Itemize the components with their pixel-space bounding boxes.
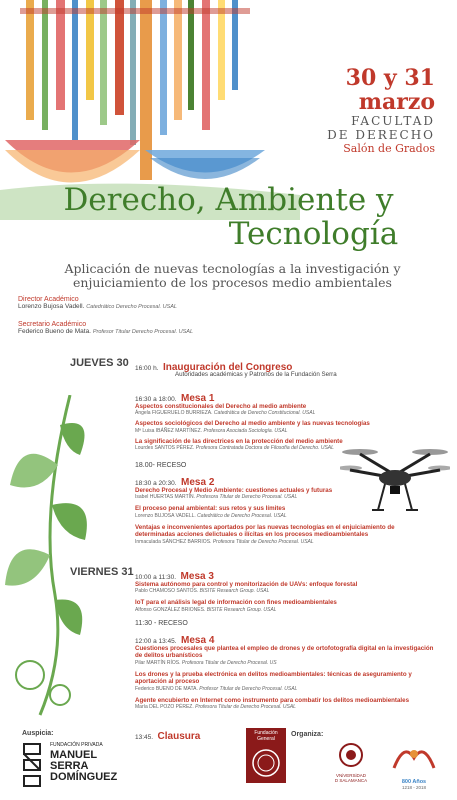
serra-small: FUNDACIÓN PRIVADA xyxy=(50,742,103,748)
organiza-label: Organiza: xyxy=(291,731,324,738)
mesa4-label: Mesa 4 xyxy=(181,635,215,646)
talk-item xyxy=(135,697,435,711)
director-role: Director Académico xyxy=(18,296,79,303)
talk-speaker: Inmaculada SÁNCHEZ BARRIOS. Profesora Titular de Derecho Procesal. USAL xyxy=(135,538,314,545)
opening-sub: Autoridades académicas y Patronos de la Fundación Serra xyxy=(175,371,337,378)
usal-crest-icon xyxy=(338,742,364,768)
usal-line2: D SALAMANCA xyxy=(334,778,368,783)
talk-title: La significación de las directrices en la protección del medio ambiente xyxy=(135,437,343,445)
talk-title: Cuestiones procesales que plantea el empleo de drones y de ortofotografía digital en la investigación de delitos urbanísticos xyxy=(135,645,434,660)
mesa3-time: 10:00 a 11:30. xyxy=(135,574,177,581)
director-name: Lorenzo Bujosa Vadell. xyxy=(18,303,85,310)
talk-speaker: Alfonso GONZÁLEZ BRIONES. BISITE Research Group. USAL xyxy=(135,606,277,613)
dates-month: marzo xyxy=(358,89,435,115)
director-block xyxy=(18,296,177,310)
talk-item xyxy=(135,524,435,546)
faculty-line1: FACULTAD xyxy=(351,114,435,128)
opening-title: Inauguración del Congreso xyxy=(162,362,293,373)
serra-line1: MANUEL xyxy=(50,749,98,761)
talk-item xyxy=(135,505,435,519)
opening-time: 16:00 h. xyxy=(135,365,159,372)
faculty-line2: DE DERECHO xyxy=(327,128,435,142)
fg-seal-icon xyxy=(251,746,281,780)
mesa2-label: Mesa 2 xyxy=(181,477,215,488)
talk-item xyxy=(135,581,435,595)
talk-speaker: Federico BUENO DE MATA. Profesor Titular de Derecho Procesal. USAL xyxy=(135,685,298,692)
talk-speaker: Lourdes SANTOS PÉREZ. Profesora Contratada Doctora de Filosofía del Derecho. USAL xyxy=(135,445,334,452)
talk-title: Ventajas e inconvenientes aportados por las nuevas tecnologías en el enjuiciamiento de determinadas acciones delictuales o ilícitas en los procesos medioambientales xyxy=(135,523,395,539)
mesa1-label: Mesa 1 xyxy=(181,393,215,404)
talk-item xyxy=(135,420,435,434)
day-friday: VIERNES 31 xyxy=(70,566,134,578)
mesa3-label: Mesa 3 xyxy=(180,571,214,582)
mesa4-time: 12:00 a 13:45. xyxy=(135,638,177,645)
usal-logo xyxy=(326,742,376,792)
receso-friday: 11:30 - RECESO xyxy=(135,620,188,627)
talk-title: IoT para el análisis legal de información con fines medioambientales xyxy=(135,599,337,607)
subtitle: Aplicación de nuevas tecnologías a la investigación y enjuiciamiento de los procesos medio ambientales xyxy=(64,261,401,290)
fg-text xyxy=(246,730,286,742)
talk-item xyxy=(135,438,435,452)
page-title xyxy=(0,183,457,251)
fg-line2: General xyxy=(257,736,275,742)
serra-emblem-icon xyxy=(20,742,44,790)
fundacion-serra-logo xyxy=(20,740,150,795)
talk-title: Sistema autónomo para control y monitorización de UAVs: enfoque forestal xyxy=(135,581,358,588)
closing-label: Clausura xyxy=(157,731,201,742)
talk-speaker: Lorenzo BUJOSA VADELL. Catedrático de Derecho Procesal. USAL xyxy=(135,512,287,519)
serra-line3: DOMÍNGUEZ xyxy=(50,771,118,783)
usal-800-line2: 1218 - 2018 xyxy=(401,785,427,790)
talk-title: Aspectos constitucionales del Derecho al medio ambiente xyxy=(135,403,307,410)
room-name: Salón de Grados xyxy=(343,142,435,155)
secretary-person xyxy=(18,328,193,335)
talk-speaker: Ángela FIGUERUELO BURRIEZA. Catedrática de Derecho Constitucional. USAL xyxy=(135,410,316,417)
usal-line1: VNiVERSiDAD xyxy=(335,773,366,778)
talk-speaker: María DEL POZO PÉREZ. Profesora Titular de Derecho Procesal. USAL xyxy=(135,704,296,711)
secretary-block xyxy=(18,321,193,335)
talk-title: El proceso penal ambiental: sus retos y sus límites xyxy=(135,505,286,513)
usal-800-line1: 800 Años xyxy=(401,779,427,785)
talk-item xyxy=(135,645,435,667)
title-line2: Tecnología xyxy=(228,216,399,252)
mesa4-talks xyxy=(135,645,435,715)
director-person xyxy=(18,303,177,310)
secretary-name: Federico Bueno de Mata. xyxy=(18,328,91,335)
title-line1: Derecho, Ambiente y xyxy=(63,182,394,218)
receso-thursday: 18.00- RECESO xyxy=(135,462,187,469)
secretary-role: Secretario Académico xyxy=(18,321,87,328)
serra-line2: SERRA xyxy=(50,760,89,772)
talk-speaker: Pilar MARTÍN RÍOS. Profesora Titular de Derecho Procesal. US xyxy=(135,659,277,666)
mesa2-talks xyxy=(135,487,435,550)
leaf-vine-decoration xyxy=(0,395,95,725)
mesa1-talks xyxy=(135,403,435,455)
talk-title: Los drones y la prueba electrónica en delitos medioambientales: técnicas de aseguramiento y aportación al proceso xyxy=(135,670,412,686)
mesa2-time: 18:30 a 20:30. xyxy=(135,480,177,487)
closing-time: 13:45. xyxy=(135,734,154,741)
fundacion-general-logo xyxy=(246,728,286,783)
dates-days: 30 y 31 xyxy=(345,65,435,91)
director-position: Catedrático Derecho Procesal. USAL xyxy=(86,304,177,310)
auspicia-label: Auspicia: xyxy=(22,730,54,737)
talk-item xyxy=(135,671,435,693)
mesa3-talks xyxy=(135,581,435,618)
talk-speaker: Isabel HUERTAS MARTÍN. Profesora Titular de Derecho Procesal. USAL xyxy=(135,494,298,501)
talk-item xyxy=(135,487,345,501)
talk-speaker: Mª Luisa IBÁÑEZ MARTÍNEZ. Profesora Asociada Sociología. USAL xyxy=(135,427,288,434)
secretary-position: Profesor Titular Derecho Procesal. USAL xyxy=(92,329,194,335)
talk-item xyxy=(135,599,435,613)
usal-800-emblem-icon xyxy=(389,740,439,774)
talk-title: Agente encubierto en Internet como instrumento para combatir los delitos medioambientales xyxy=(135,696,410,704)
day-thursday: JUEVES 30 xyxy=(70,357,129,369)
usal-text xyxy=(326,773,376,783)
dates-block xyxy=(327,66,435,155)
serra-name xyxy=(50,750,117,783)
talk-title: Aspectos sociológicos del Derecho al medio ambiente y las nuevas tecnologías xyxy=(135,420,370,428)
talk-speaker: Pablo CHAMOSO SANTOS. BISITE Research Group. USAL xyxy=(135,588,270,595)
usal-800-logo xyxy=(385,740,443,794)
fg-line1: Fundación xyxy=(254,730,278,736)
mesa1-time: 16:30 a 18:00. xyxy=(135,396,177,403)
talk-item xyxy=(135,403,435,417)
talk-title: Derecho Procesal y Medio Ambiente: cuestiones actuales y futuras xyxy=(135,487,333,494)
